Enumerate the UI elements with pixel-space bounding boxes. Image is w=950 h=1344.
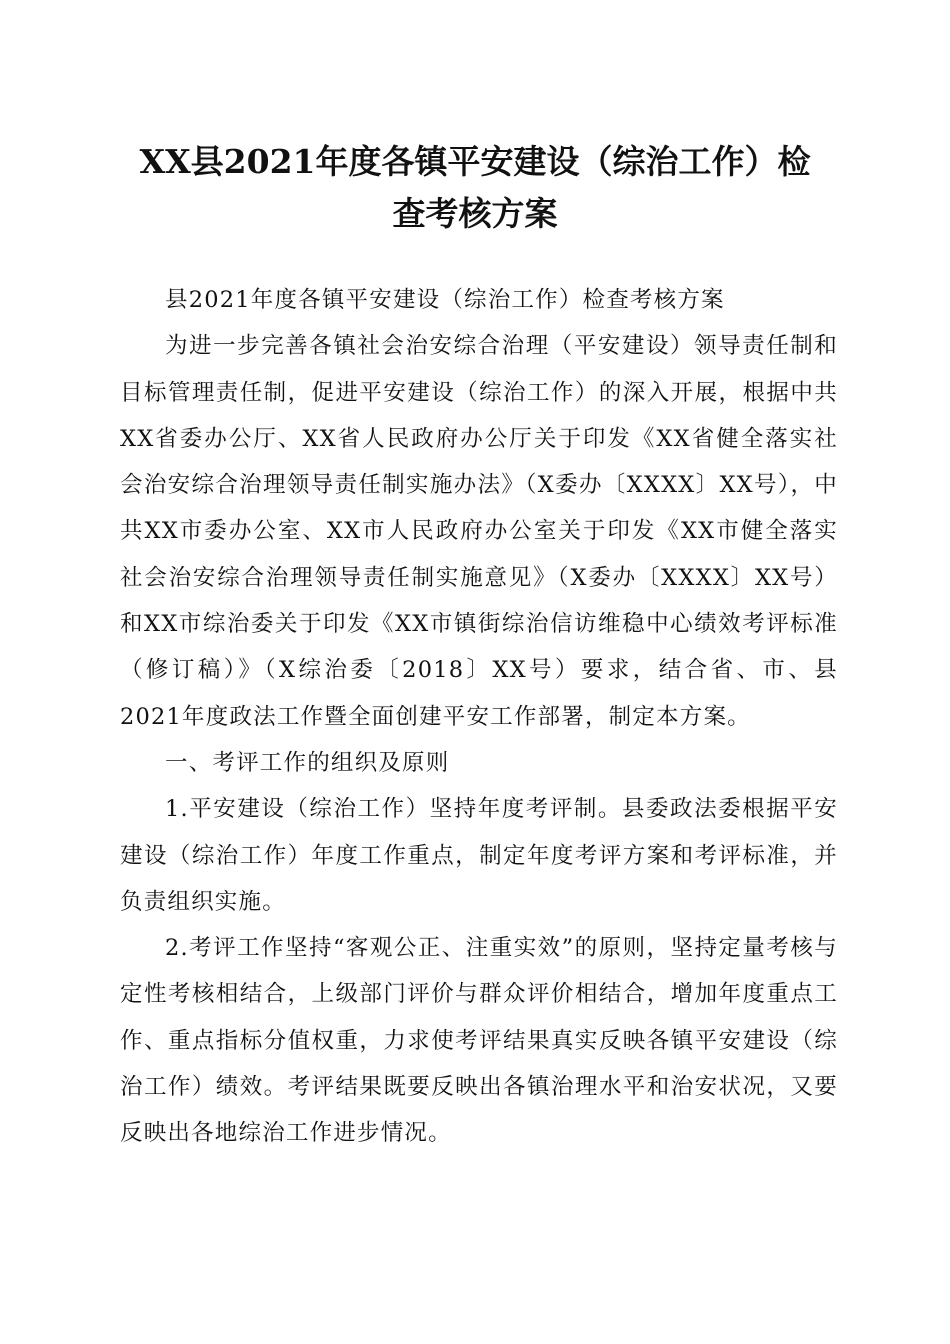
item-paragraph-1: 1.平安建设（综治工作）坚持年度考评制。县委政法委根据平安建设（综治工作）年度工作重点，制定年度考评方案和考评标准，并负责组织实施。	[120, 796, 838, 915]
document-body	[120, 277, 838, 1157]
subtitle-paragraph: 县2021年度各镇平安建设（综治工作）检查考核方案	[165, 287, 725, 313]
title-line-2: 查考核方案	[392, 194, 558, 233]
document-title	[100, 136, 850, 240]
section-heading-1: 一、考评工作的组织及原则	[165, 749, 450, 776]
item-paragraph-2: 2.考评工作坚持“客观公正、注重实效”的原则，坚持定量考核与定性考核相结合，上级部门评价与群众评价相结合，增加年度重点工作、重点指标分值权重，力求使考评结果真实反映各镇平安建设（综治工作）绩效。考评结果既要反映出各镇治理水平和治安状况，又要反映出各地综治工作进步情况。	[120, 935, 838, 1147]
title-line-1: XX县2021年度各镇平安建设（综治工作）检	[139, 142, 811, 181]
intro-paragraph: 为进一步完善各镇社会治安综合治理（平安建设）领导责任制和目标管理责任制，促进平安建设（综治工作）的深入开展，根据中共XX省委办公厅、XX省人民政府办公厅关于印发《XX省健全落实社会治安综合治理领导责任制实施办法》（X委办〔XXXX〕XX号），中共XX市委办公室、XX市人民政府办公室关于印发《XX市健全落实社会治安综合治理领导责任制实施意见》（X委办〔XXXX〕XX号）和XX市综治委关于印发《XX市镇街综治信访维稳中心绩效考评标准（修订稿）》（X综治委〔2018〕XX号）要求，结合省、市、县2021年度政法工作暨全面创建平安工作部署，制定本方案。	[120, 333, 838, 730]
